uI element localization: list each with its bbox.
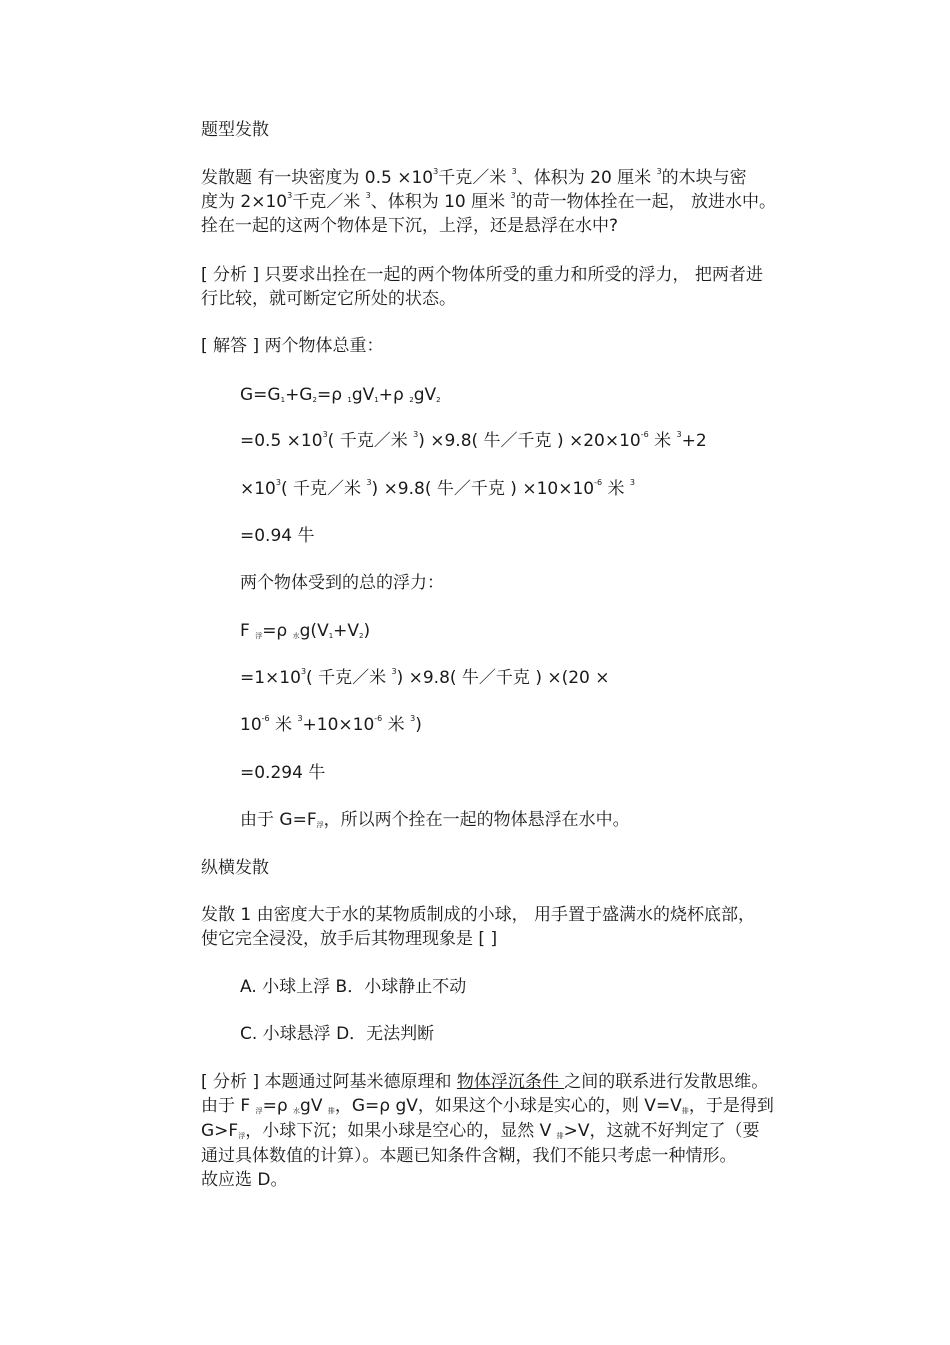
section-heading-question-types: 题型发散 <box>201 120 269 140</box>
analysis-2-line-5: 故应选 D。 <box>201 1170 288 1190</box>
equation-line-10: 由于 $G=F_浮$，所以两个拴在一起的物体悬浮在水中。 <box>240 810 630 830</box>
problem-line-2: 度为 $2\times 10^3$千克／米 $^3$、体积为 10 厘米 $^3$的苛一物体拴在一起， 放进水中。 <box>201 191 777 212</box>
equation-line-9: =0.294 牛 <box>240 763 326 783</box>
section-heading-cross-divergence: 纵横发散 <box>201 858 269 878</box>
question-1-options-c-d: C. 小球悬浮 D．无法判断 <box>240 1024 435 1044</box>
equation-line-1: $G=G_1+G_2=\rho$ $_1gV_1+\rho$ $_2gV_2$ <box>240 385 441 405</box>
question-1-line-2: 使它完全浸没，放手后其物理现象是 [ ] <box>201 929 498 949</box>
analysis-2-line-4: 通过具体数值的计算）。本题已知条件含糊，我们不能只考虑一种情形。 <box>201 1146 737 1166</box>
answer-label: [ 解答 ] 两个物体总重： <box>201 336 384 356</box>
equation-line-2: $=0.5 \times 10^3$( 千克／米 $^3$) ×9.8( 牛／千克 ) $\times 20\times 10^{-6}$ 米 $^3$+2 <box>240 430 707 451</box>
analysis-2-line-3: $G>F_浮$，小球下沉；如果小球是空心的，显然 V $_排$>V，这就不好判定了（要 <box>201 1121 760 1141</box>
equation-line-4: =0.94 牛 <box>240 526 315 546</box>
question-1-options-a-b: A. 小球上浮 B．小球静止不动 <box>240 977 467 997</box>
equation-line-8: $10^{-6}$ 米 $^3+10\times 10^{-6}$ 米 $^3$) <box>240 714 422 735</box>
analysis-2-line-1: [ 分析 ] 本题通过阿基米德原理和 物体浮沉条件 之间的联系进行发散思维。 <box>201 1072 769 1092</box>
equation-line-5: 两个物体受到的总的浮力： <box>240 573 444 593</box>
equation-line-7: $=1\times 10^3$( 千克／米 $^3$) ×9.8( 牛／千克 ) ×(20 × <box>240 667 610 688</box>
question-1-line-1: 发散 1 由密度大于水的某物质制成的小球， 用手置于盛满水的烧杯底部， <box>201 905 756 925</box>
problem-line-3: 拴在一起的这两个物体是下沉，上浮，还是悬浮在水中? <box>201 216 619 236</box>
analysis-2-line-2: 由于 F $_浮$=ρ $_水$gV $_排$，G=ρ gV，如果这个小球是实心的，则 $V=V_排$，于是得到 <box>201 1096 774 1116</box>
equation-line-6: F $_浮$=ρ $_水g(V_1+V_2)$ <box>240 621 371 641</box>
problem-line-1: 发散题 有一块密度为 $0.5 \times 10^3$千克／米 $^3$、体积为 20 厘米 $^3$的木块与密 <box>201 167 747 188</box>
analysis-1-line-2: 行比较，就可断定它所处的状态。 <box>201 289 456 309</box>
equation-line-3: $\times 10^3$( 千克／米 $^3$) ×9.8( 牛／千克 ) $\times 10\times 10^{-6}$ 米 $^3$ <box>240 478 635 499</box>
analysis-1-line-1: [ 分析 ] 只要求出拴在一起的两个物体所受的重力和所受的浮力， 把两者进 <box>201 265 763 285</box>
floating-condition-link[interactable]: 物体浮沉条件 <box>456 1072 565 1092</box>
